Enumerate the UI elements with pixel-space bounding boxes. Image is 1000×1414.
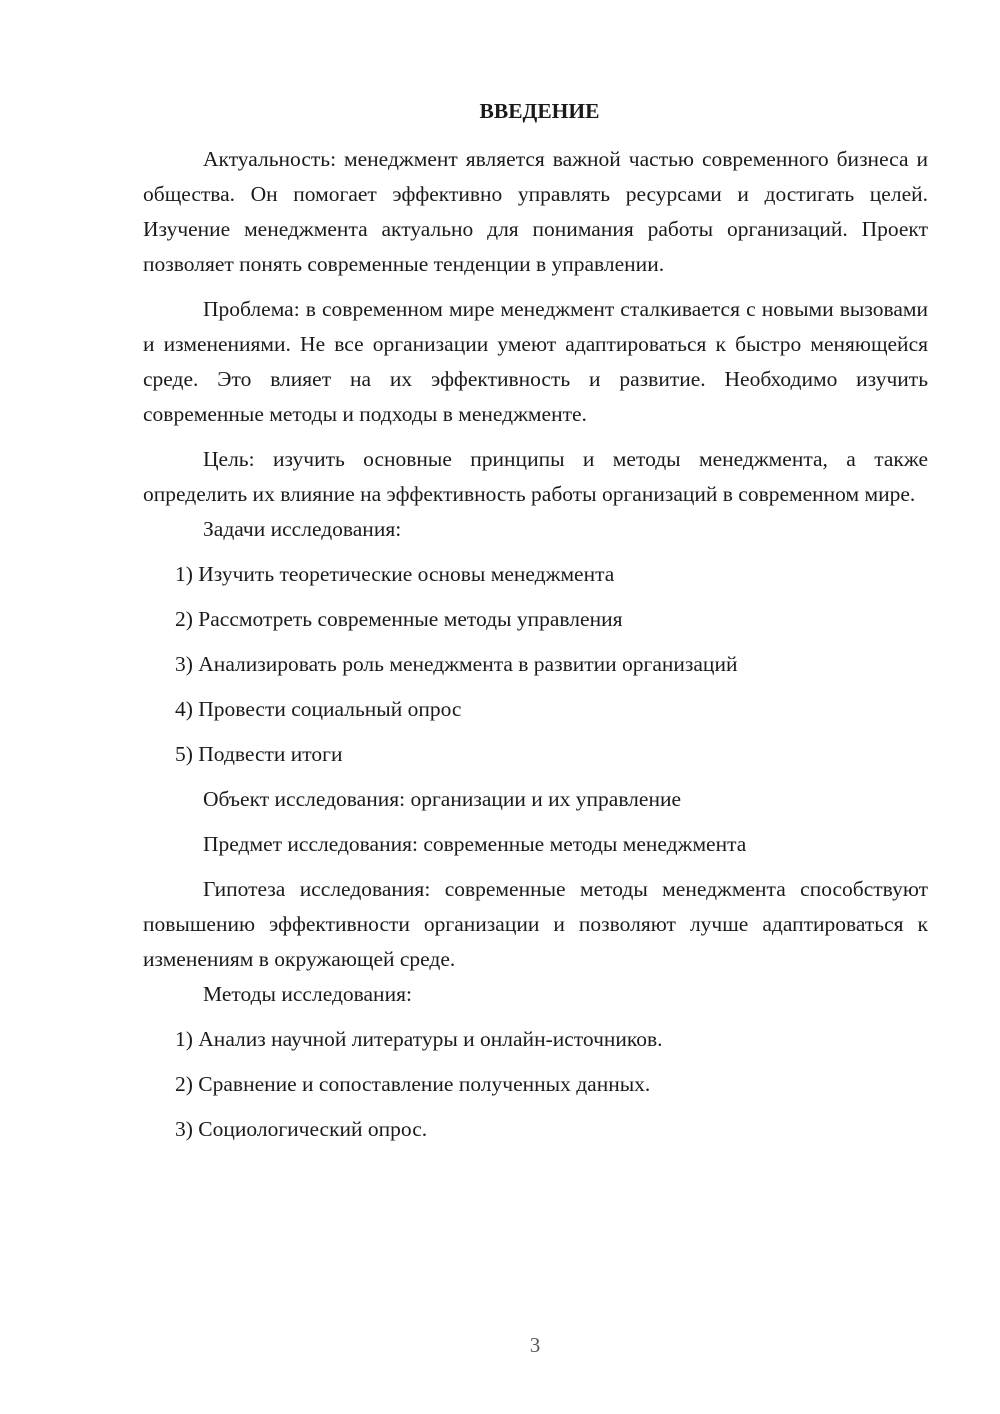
task-item: 5) Подвести итоги [175, 742, 343, 766]
task-item: 3) Анализировать роль менеджмента в развитии организаций [175, 652, 738, 676]
task-item: 1) Изучить теоретические основы менеджмента [175, 562, 615, 586]
research-object: Объект исследования: организации и их управление [203, 787, 682, 811]
relevance-paragraph: Актуальность: менеджмент является важной частью современного бизнеса и общества. Он помогает эффективно управлять ресурсами и достигать целей. Изучение менеджмента актуально для понимания работы организаций. Проект позволяет понять современные тенденции в управлении. [143, 147, 928, 276]
task-item: 2) Рассмотреть современные методы управления [175, 607, 623, 631]
section-heading: ВВЕДЕНИЕ [479, 99, 600, 123]
goal-paragraph: Цель: изучить основные принципы и методы менеджмента, а также определить их влияние на эффективность работы организаций в современном мире. [143, 447, 928, 506]
method-item: 1) Анализ научной литературы и онлайн-источников. [175, 1027, 663, 1051]
method-item: 3) Социологический опрос. [175, 1117, 428, 1141]
methods-title: Методы исследования: [203, 982, 412, 1006]
methods-list [143, 1022, 928, 1147]
problem-paragraph: Проблема: в современном мире менеджмент сталкивается с новыми вызовами и изменениями. Не все организации умеют адаптироваться к быстро меняющейся среде. Это влияет на их эффективность и развитие. Необходимо изучить современные методы и подходы в менеджменте. [143, 297, 928, 426]
hypothesis-paragraph: Гипотеза исследования: современные методы менеджмента способствуют повышению эффективности организации и позволяют лучше адаптироваться к изменениям в окружающей среде. [143, 877, 928, 971]
research-subject: Предмет исследования: современные методы менеджмента [203, 832, 747, 856]
task-item: 4) Провести социальный опрос [175, 697, 462, 721]
page-content [143, 94, 928, 1147]
method-item: 2) Сравнение и сопоставление полученных данных. [175, 1072, 651, 1096]
page-number: 3 [529, 1333, 541, 1357]
tasks-list [143, 557, 928, 772]
tasks-title: Задачи исследования: [203, 517, 402, 541]
